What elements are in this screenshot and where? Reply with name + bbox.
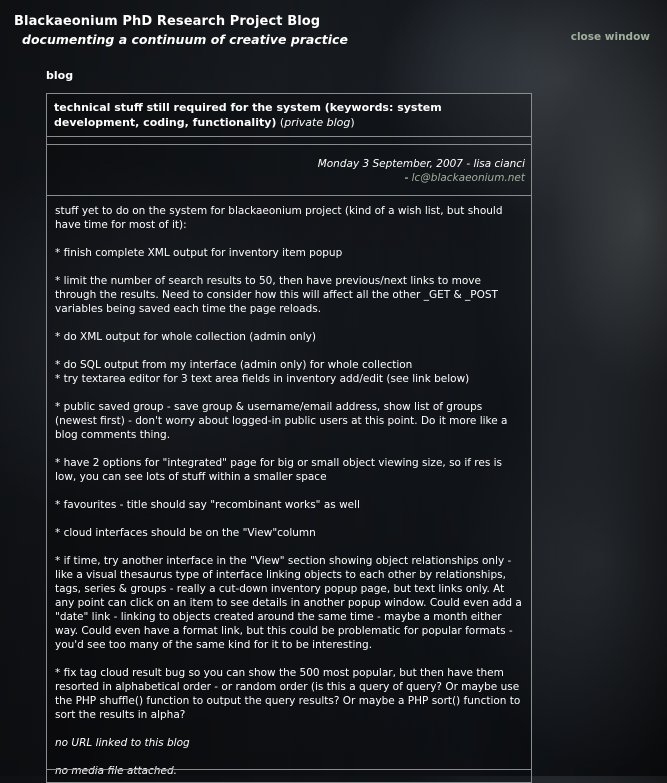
post-paragraph: * finish complete XML output for inventory item popup [55,247,343,259]
site-title: Blackaeonium PhD Research Project Blog [14,14,321,29]
post-meta: Monday 3 September, 2007 - lisa cianci - lc@blackaeonium.net [47,144,531,196]
author-email-link[interactable]: lc@blackaeonium.net [411,172,525,184]
post-header: technical stuff still required for the system (keywords: system development, coding, functionality) (private blog) [47,94,531,137]
post-paragraph: * limit the number of search results to 50, then have previous/next links to move through the results. Need to consider how this will affect all the other _GET & _POST variables being saved each time the page reloads. [55,275,498,315]
post-paragraph: * if time, try another interface in the "View" section showing object relationships only - like a visual thesaurus type of interface linking objects to each other by relationships, tags, series & groups - really a cut-down inventory popup page, but text links only. At any point can click on an item to see details in another popup window. Could even add a "date" link - linking to objects created around the same time - maybe a month either way. Could even have a format link, but this could be problematic for popular formats - you'd see too many of the same kind for it to be interesting. [55,555,522,651]
post-paragraph: * cloud interfaces should be on the "View"column [55,527,316,539]
no-media-note: no media file attached. [55,765,177,777]
close-window-link[interactable]: close window [570,31,650,43]
post-visibility: private blog [284,116,351,129]
site-subtitle: documenting a continuum of creative practice [22,32,348,47]
post-paragraph: stuff yet to do on the system for blackaeonium project (kind of a wish list, but should have time for most of it): [55,205,503,231]
post-date-author: Monday 3 September, 2007 - lisa cianci [317,158,525,170]
blog-post-card [46,93,532,783]
post-paragraph: * fix tag cloud result bug so you can show the 500 most popular, but then have them resorted in alphabetical order - or random order (is this a query of query? Or maybe use the PHP shuffle() function to output the query results? Or maybe a PHP sort() function to sort the results in alpha? [55,667,521,721]
post-paragraph: * public saved group - save group & username/email address, show list of groups (newest first) - don't worry about logged-in public users at this point. Do it more like a blog comments thing. [55,401,508,441]
post-title: technical stuff still required for the system (keywords: system development, coding, functionality) [54,101,442,129]
post-body [47,196,531,778]
post-paragraph: * try textarea editor for 3 text area fields in inventory add/edit (see link below) [55,373,470,385]
post-paragraph: * do XML output for whole collection (admin only) [55,331,316,343]
section-label: blog [46,69,74,82]
post-paragraph: * do SQL output from my interface (admin only) for whole collection [55,359,413,371]
no-url-note: no URL linked to this blog [55,737,190,749]
post-paragraph: * have 2 options for "integrated" page for big or small object viewing size, so if res is low, you can see lots of stuff within a smaller space [55,457,503,483]
post-paragraph: * favourites - title should say "recombinant works" as well [55,499,360,511]
card-divider [47,769,531,770]
